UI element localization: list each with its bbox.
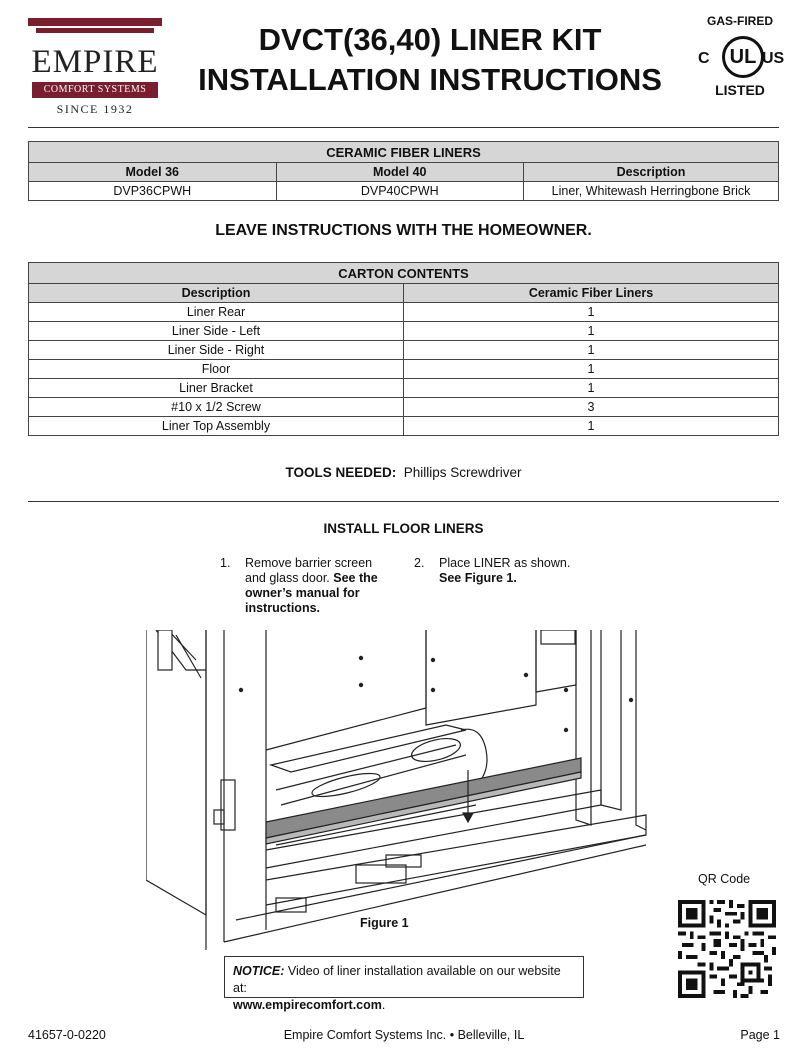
table-cell: 1 — [404, 417, 779, 436]
website-link[interactable]: www.empirecomfort.com — [233, 998, 382, 1012]
step-line — [439, 571, 570, 586]
table-cell: Floor — [29, 360, 404, 379]
table-cell: 1 — [404, 341, 779, 360]
title-line-1: DVCT(36,40) LINER KIT — [258, 22, 602, 57]
table-cell: DVP36CPWH — [29, 182, 277, 201]
step-line-bold: See the — [333, 571, 378, 585]
tools-label: TOOLS NEEDED: — [285, 465, 397, 480]
liners-header: Description — [524, 163, 779, 182]
figure-caption: Figure 1 — [360, 916, 409, 930]
step-line-bold: See Figure 1. — [439, 571, 517, 585]
step-line-bold: owner’s manual for — [245, 586, 360, 600]
step-text — [245, 556, 378, 616]
step-line — [245, 586, 378, 601]
empire-logo — [28, 18, 162, 118]
notice-label: NOTICE: — [233, 964, 285, 978]
table-cell: Liner, Whitewash Herringbone Brick — [524, 182, 779, 201]
table-cell: 1 — [404, 303, 779, 322]
table-cell: Liner Side - Left — [29, 322, 404, 341]
page-title — [180, 20, 680, 100]
table-cell: 1 — [404, 322, 779, 341]
liners-table-caption: CERAMIC FIBER LINERS — [29, 142, 779, 163]
table-cell: #10 x 1/2 Screw — [29, 398, 404, 417]
divider — [28, 127, 779, 128]
ul-gas-fired: GAS-FIRED — [707, 14, 773, 28]
carton-header: Ceramic Fiber Liners — [404, 284, 779, 303]
footer-page: Page 1 — [740, 1028, 780, 1042]
footer-company: Empire Comfort Systems Inc. • Belleville, IL — [283, 1028, 525, 1042]
step-number: 1. — [220, 556, 231, 570]
step-line: Remove barrier screen — [245, 556, 373, 570]
table-row — [29, 322, 779, 341]
footer-part-number: 41657-0-0220 — [28, 1028, 106, 1042]
carton-table-caption: CARTON CONTENTS — [29, 263, 779, 284]
leave-instructions-notice: LEAVE INSTRUCTIONS WITH THE HOMEOWNER. — [215, 222, 592, 239]
step-2 — [414, 556, 594, 588]
logo-bar — [28, 18, 162, 26]
carton-header: Description — [29, 284, 404, 303]
carton-table — [28, 262, 779, 436]
table-row — [29, 417, 779, 436]
liners-table — [28, 141, 779, 201]
table-cell: 3 — [404, 398, 779, 417]
liners-header: Model 40 — [276, 163, 524, 182]
tools-value: Phillips Screwdriver — [403, 465, 522, 480]
table-row — [29, 379, 779, 398]
fireplace-liner-diagram — [146, 630, 658, 950]
step-text — [439, 556, 570, 586]
liners-header: Model 36 — [29, 163, 277, 182]
table-row — [29, 398, 779, 417]
logo-since: SINCE 1932 — [56, 102, 134, 116]
step-line: Place LINER as shown. — [439, 556, 571, 570]
step-line — [245, 571, 378, 586]
ul-listed-mark — [690, 14, 794, 104]
step-1 — [220, 556, 400, 618]
logo-bar — [36, 28, 154, 33]
table-row — [29, 360, 779, 379]
logo-word: EMPIRE — [31, 44, 159, 80]
tools-needed — [28, 465, 779, 480]
ul-c: C — [698, 50, 710, 67]
ul-listed: LISTED — [715, 82, 765, 98]
notice-text: Video of liner installation available on our website at: — [233, 964, 561, 995]
table-cell: 1 — [404, 360, 779, 379]
step-number: 2. — [414, 556, 425, 570]
logo-band: COMFORT SYSTEMS — [32, 82, 158, 98]
step-line-bold: instructions. — [245, 601, 321, 615]
table-cell: DVP40CPWH — [276, 182, 524, 201]
table-cell: 1 — [404, 379, 779, 398]
ul-us: US — [762, 50, 785, 67]
notice-box — [224, 956, 584, 1012]
divider — [28, 501, 779, 502]
table-cell: Liner Rear — [29, 303, 404, 322]
notice-end: . — [381, 998, 386, 1012]
title-line-2: INSTALLATION INSTRUCTIONS — [198, 62, 662, 97]
table-row — [29, 341, 779, 360]
table-row — [29, 182, 779, 201]
ul-circle-icon: UL — [722, 36, 764, 78]
section-heading: INSTALL FLOOR LINERS — [323, 521, 484, 536]
step-line-part: and glass door. — [245, 571, 334, 585]
table-row — [29, 303, 779, 322]
qr-code-icon[interactable] — [678, 900, 776, 998]
table-cell: Liner Top Assembly — [29, 417, 404, 436]
step-line — [245, 601, 378, 616]
table-cell: Liner Bracket — [29, 379, 404, 398]
qr-label: QR Code — [698, 872, 751, 886]
table-cell: Liner Side - Right — [29, 341, 404, 360]
